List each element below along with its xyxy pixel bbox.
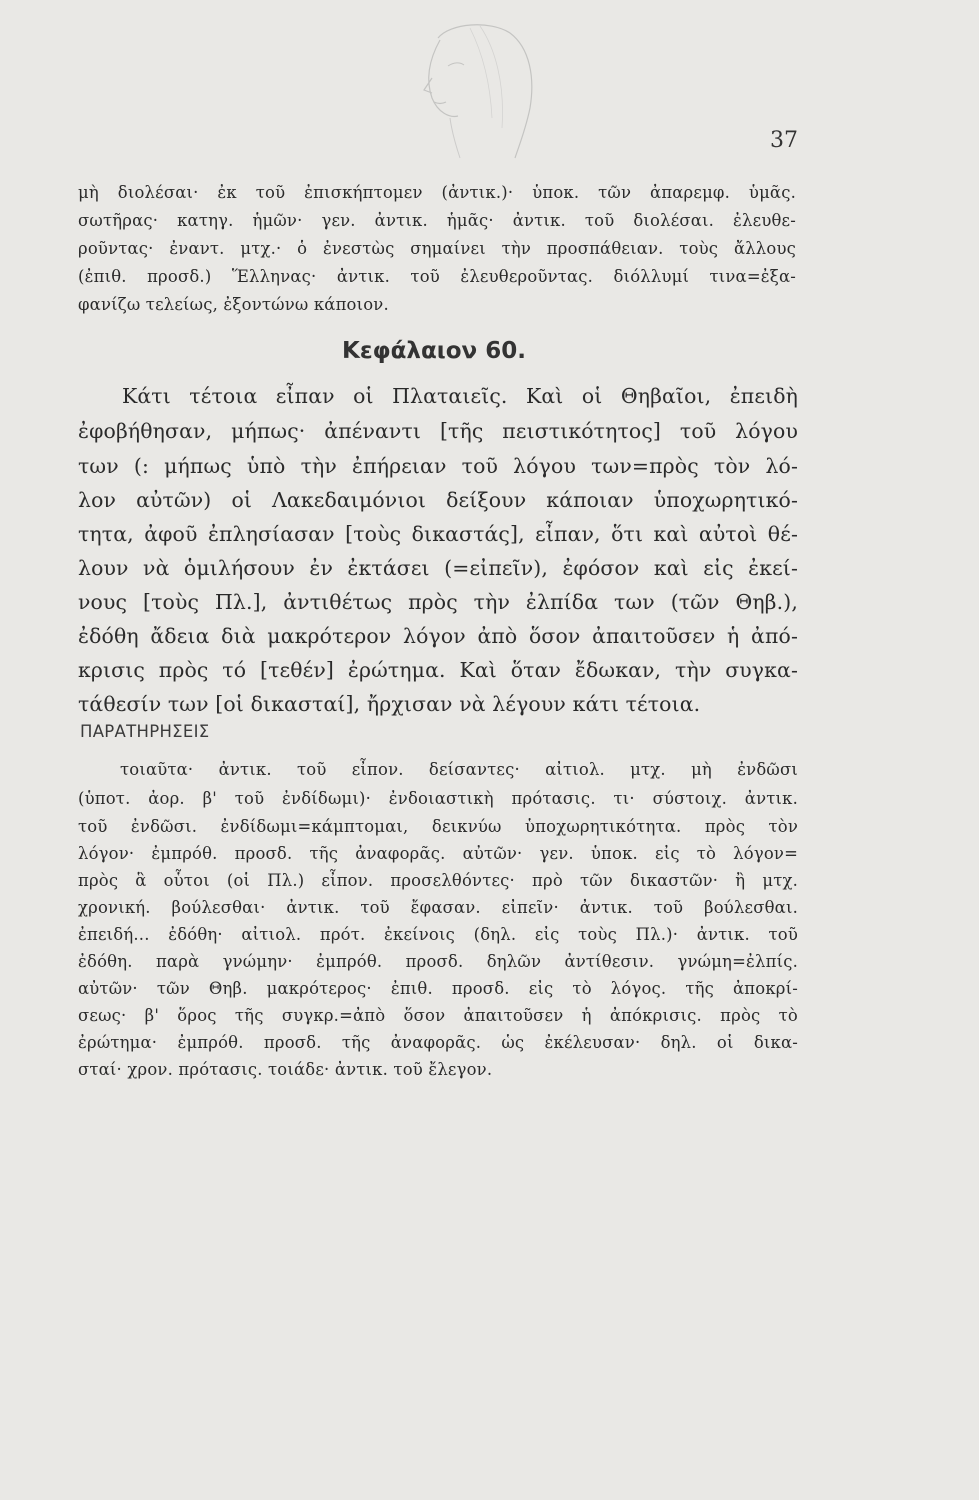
translation-line: τάθεσίν των [οἱ δικασταί], ἤρχισαν νὰ λέγουν κάτι τέτοια.: [78, 692, 701, 716]
remark-line: σεως· β' ὅρος τῆς συγκρ.=ἀπὸ ὅσον ἀπαιτοῦσεν ἡ ἀπόκρισις. πρὸς τὸ: [78, 1006, 798, 1025]
translation-line: λον αὐτῶν) οἱ Λακεδαιμόνιοι δείξουν κάποιαν ὑποχωρητικό-: [78, 488, 798, 512]
remark-line: σταί· χρον. πρότασις. τοιάδε· ἀντικ. τοῦ ἔλεγον.: [78, 1060, 493, 1079]
remark-line: ἐρώτημα· ἐμπρόθ. προσδ. τῆς ἀναφορᾶς. ὡς ἐκέλευσαν· δηλ. οἱ δικα-: [78, 1033, 798, 1052]
translation-line: ἐδόθη ἄδεια διὰ μακρότερον λόγον ἀπὸ ὅσον ἀπαιτοῦσεν ἡ ἀπό-: [78, 624, 798, 648]
translation-line: Κάτι τέτοια εἶπαν οἱ Πλαταιεῖς. Καὶ οἱ Θηβαῖοι, ἐπειδὴ: [122, 384, 798, 408]
translation-line: ἐφοβήθησαν, μήπως· ἀπέναντι [τῆς πειστικότητος] τοῦ λόγου: [78, 419, 798, 443]
portrait-sketch: [380, 18, 550, 163]
remark-line: χρονική. βούλεσθαι· ἀντικ. τοῦ ἔφασαν. εἰπεῖν· ἀντικ. τοῦ βούλεσθαι.: [78, 898, 798, 917]
chapter-heading: Κεφάλαιον 60.: [342, 338, 526, 364]
intro-line: μὴ διολέσαι· ἐκ τοῦ ἐπισκήπτομεν (ἀντικ.)· ὑποκ. τῶν ἀπαρεμφ. ὑμᾶς.: [78, 183, 796, 202]
translation-line: των (: μήπως ὑπὸ τὴν ἐπήρειαν τοῦ λόγου των=πρὸς τὸν λό-: [78, 454, 798, 478]
intro-line: (ἐπιθ. προσδ.) Ἕλληνας· ἀντικ. τοῦ ἐλευθεροῦντας. διόλλυμί τινα=ἐξα-: [78, 267, 796, 286]
intro-line: ροῦντας· ἐναντ. μτχ.· ὁ ἐνεστὼς σημαίνει τὴν προσπάθειαν. τοὺς ἄλλους: [78, 239, 796, 258]
remark-line: πρὸς ἃ οὗτοι (οἱ Πλ.) εἶπον. προσελθόντες· πρὸ τῶν δικαστῶν· ἢ μτχ.: [78, 871, 798, 890]
remark-line: λόγον· ἐμπρόθ. προσδ. τῆς ἀναφορᾶς. αὐτῶν· γεν. ὑποκ. εἰς τὸ λόγον=: [78, 844, 798, 863]
intro-line: σωτῆρας· κατηγ. ἡμῶν· γεν. ἀντικ. ἡμᾶς· ἀντικ. τοῦ διολέσαι. ἐλευθε-: [78, 211, 796, 230]
remark-line: αὐτῶν· τῶν Θηβ. μακρότερος· ἐπιθ. προσδ. εἰς τὸ λόγος. τῆς ἀποκρί-: [78, 979, 798, 998]
notes-label: ΠΑΡΑΤΗΡΗΣΕΙΣ: [80, 722, 210, 741]
intro-line: φανίζω τελείως, ἐξοντώνω κάποιον.: [78, 295, 389, 314]
translation-line: τητα, ἀφοῦ ἐπλησίασαν [τοὺς δικαστάς], εἶπαν, ὅτι καὶ αὐτοὶ θέ-: [78, 522, 798, 546]
remark-line: τοιαῦτα· ἀντικ. τοῦ εἶπον. δείσαντες· αἰτιολ. μτχ. μὴ ἐνδῶσι: [120, 760, 798, 779]
remark-line: ἐπειδή... ἐδόθη· αἰτιολ. πρότ. ἐκείνοις (δηλ. εἰς τοὺς Πλ.)· ἀντικ. τοῦ: [78, 925, 798, 944]
translation-line: νους [τοὺς Πλ.], ἀντιθέτως πρὸς τὴν ἐλπίδα των (τῶν Θηβ.),: [78, 590, 798, 614]
remark-line: ἐδόθη. παρὰ γνώμην· ἐμπρόθ. προσδ. δηλῶν ἀντίθεσιν. γνώμη=ἐλπίς.: [78, 952, 798, 971]
translation-line: λουν νὰ ὁμιλήσουν ἐν ἐκτάσει (=εἰπεῖν), ἐφόσον καὶ εἰς ἐκεί-: [78, 556, 798, 580]
remark-line: τοῦ ἐνδῶσι. ἐνδίδωμι=κάμπτομαι, δεικνύω ὑποχωρητικότητα. πρὸς τὸν: [78, 817, 798, 836]
translation-line: κρισις πρὸς τό [τεθέν] ἐρώτημα. Καὶ ὅταν ἔδωκαν, τὴν συγκα-: [78, 658, 798, 682]
remark-line: (ὑποτ. ἀορ. β' τοῦ ἐνδίδωμι)· ἐνδοιαστικὴ πρότασις. τι· σύστοιχ. ἀντικ.: [78, 789, 798, 808]
page-number: 37: [770, 128, 798, 153]
